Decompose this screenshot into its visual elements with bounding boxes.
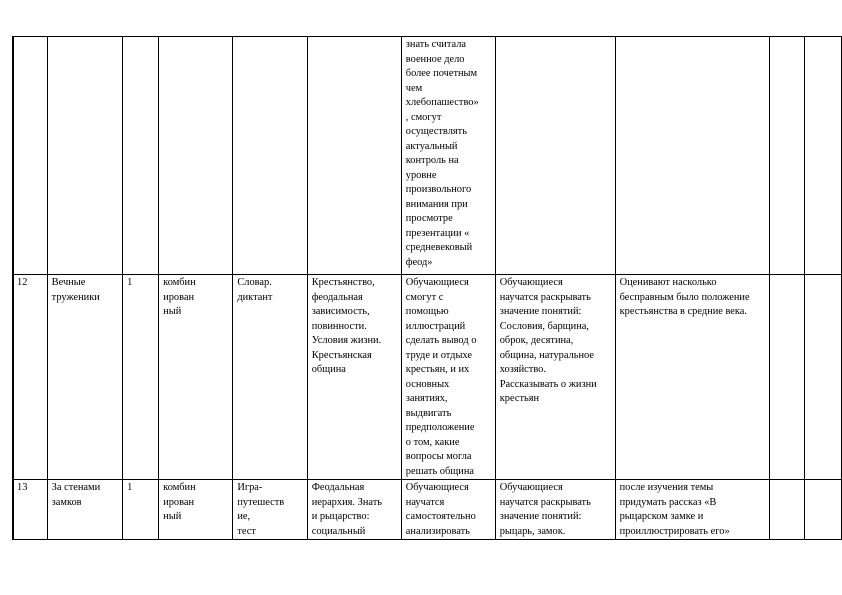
table-row (13, 480, 842, 540)
cell-extra-1 (769, 480, 805, 540)
cell-lesson-type: комбин ирован ный (159, 480, 233, 540)
cell-hours: 1 (123, 275, 159, 480)
cell-number: 12 (13, 275, 48, 480)
cell-content (307, 37, 401, 275)
cell-extra-1 (769, 275, 805, 480)
cell-personal-results (615, 37, 769, 275)
cell-extra-1 (769, 37, 805, 275)
cell-lesson-type: комбин ирован ный (159, 275, 233, 480)
cell-subject-results: Обучающиеся научатся раскрывать значение понятий: Сословия, барщина, оброк, десятина, община, натуральное хозяйство. Рассказывать о жизни крестьян (495, 275, 615, 480)
cell-personal-results: после изучения темы придумать рассказ «В рыцарском замке и проиллюстрировать его» (615, 480, 769, 540)
cell-meta-results: Обучающиеся смогут с помощью иллюстраций сделать вывод о труде и отдыхе крестьян, и их основных занятиях, выдвигать предположение о том, какие вопросы могла решать община (401, 275, 495, 480)
cell-meta-results: Обучающиеся научатся самостоятельно анализировать (401, 480, 495, 540)
cell-extra-2 (805, 480, 842, 540)
cell-control: Игра- путешеств ие, тест (233, 480, 307, 540)
cell-lesson-type (159, 37, 233, 275)
cell-meta-results: знать считала военное дело более почетным чем хлебопашество» , смогут осуществлять актуальный контроль на уровне произвольного внимания при просмотре презентации « средневековый феод» (401, 37, 495, 275)
cell-number (13, 37, 48, 275)
cell-hours: 1 (123, 480, 159, 540)
cell-topic: За стенами замков (47, 480, 122, 540)
cell-content: Феодальная иерархия. Знать и рыцарство: социальный (307, 480, 401, 540)
table-row (13, 37, 842, 275)
cell-subject-results (495, 37, 615, 275)
cell-extra-2 (805, 275, 842, 480)
lesson-plan-table (12, 36, 842, 540)
table-row (13, 275, 842, 480)
cell-number: 13 (13, 480, 48, 540)
cell-content: Крестьянство, феодальная зависимость, повинности. Условия жизни. Крестьянская община (307, 275, 401, 480)
cell-subject-results: Обучающиеся научатся раскрывать значение понятий: рыцарь, замок. (495, 480, 615, 540)
cell-control: Словар. диктант (233, 275, 307, 480)
cell-topic: Вечные труженики (47, 275, 122, 480)
cell-topic (47, 37, 122, 275)
cell-hours (123, 37, 159, 275)
cell-control (233, 37, 307, 275)
cell-personal-results: Оценивают насколько бесправным было положение крестьянства в средние века. (615, 275, 769, 480)
cell-extra-2 (805, 37, 842, 275)
